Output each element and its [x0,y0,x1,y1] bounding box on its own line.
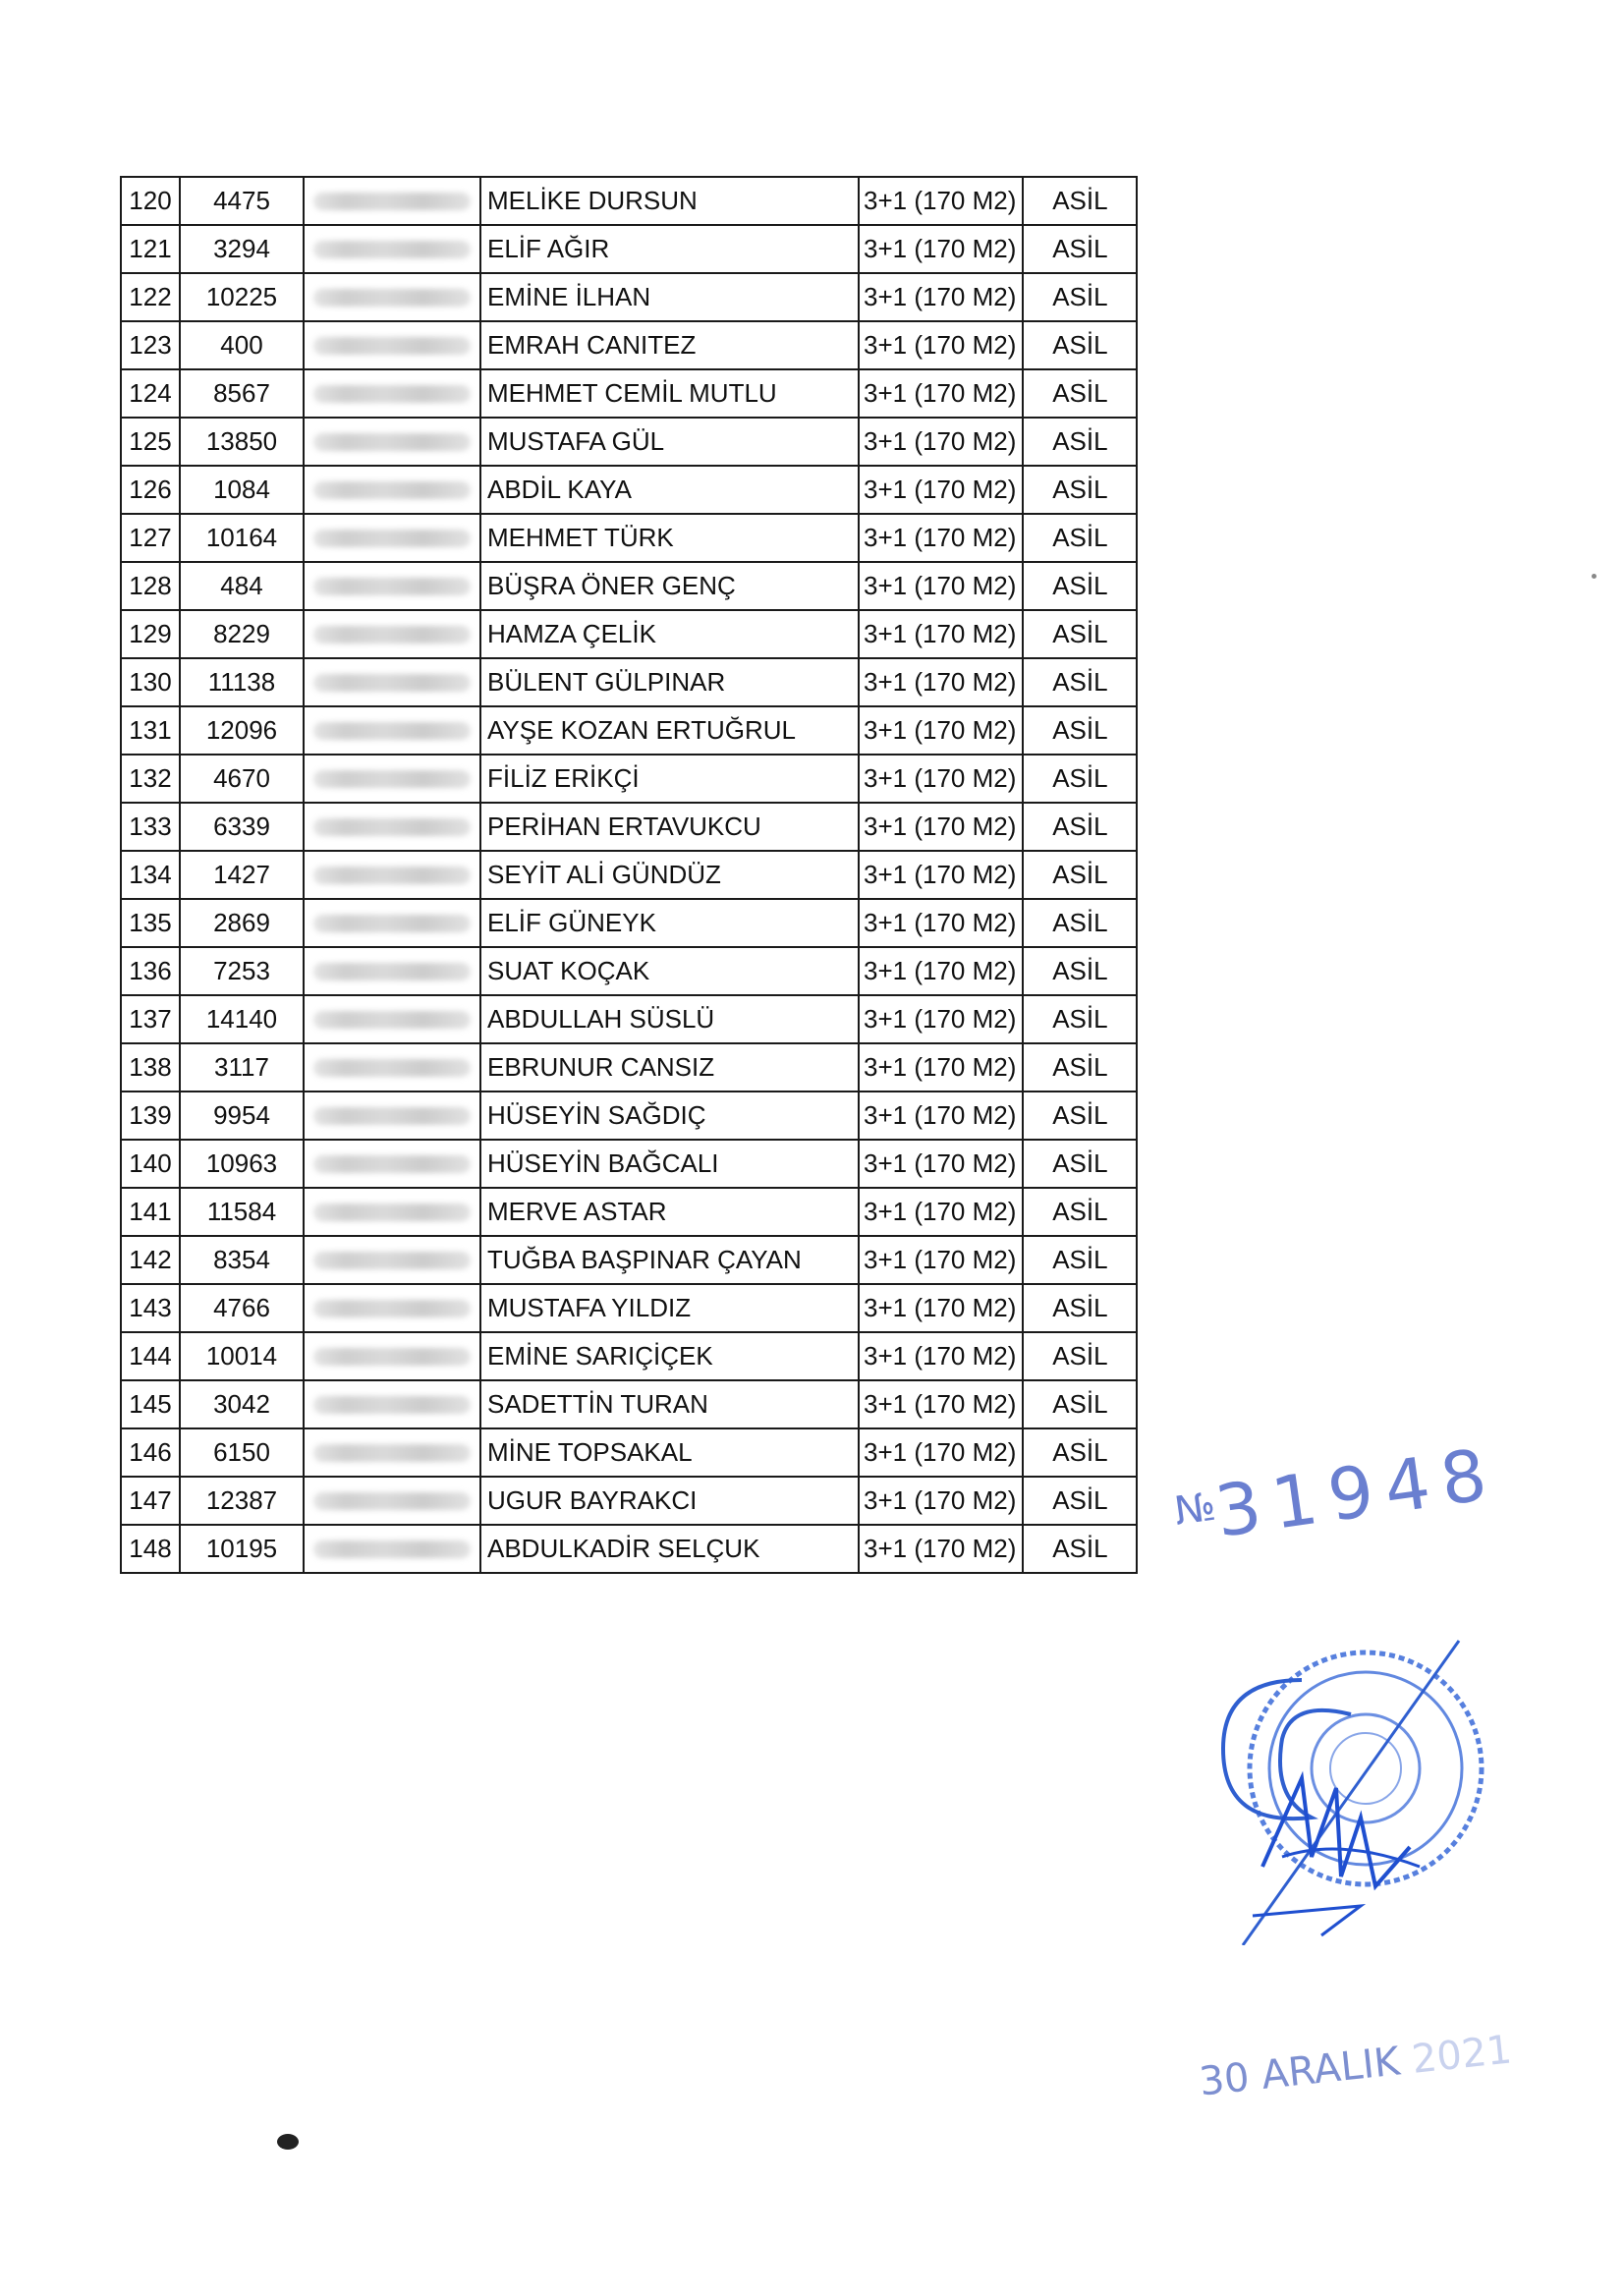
date-year: 2021 [1409,2027,1514,2083]
applicant-name: MEHMET CEMİL MUTLU [480,369,859,418]
row-number: 131 [121,706,180,755]
table-row [121,706,1137,755]
redacted-id-number [304,610,480,658]
status: ASİL [1023,1188,1137,1236]
unit-type: 3+1 (170 M2) [859,899,1023,947]
redacted-id-number [304,514,480,562]
status: ASİL [1023,1428,1137,1477]
redacted-id-number [304,803,480,851]
status: ASİL [1023,1092,1137,1140]
applicant-name: HÜSEYİN SAĞDIÇ [480,1092,859,1140]
unit-type: 3+1 (170 M2) [859,995,1023,1043]
blurred-id [313,1300,471,1317]
applicant-name: SADETTİN TURAN [480,1380,859,1428]
applicant-name: MİNE TOPSAKAL [480,1428,859,1477]
table-body [121,177,1137,1573]
status: ASİL [1023,947,1137,995]
table-row [121,514,1137,562]
row-number: 121 [121,225,180,273]
applicant-name: HAMZA ÇELİK [480,610,859,658]
unit-type: 3+1 (170 M2) [859,851,1023,899]
table-row [121,755,1137,803]
row-number: 145 [121,1380,180,1428]
row-number: 127 [121,514,180,562]
application-number: 12387 [180,1477,304,1525]
application-number: 1084 [180,466,304,514]
application-number: 4670 [180,755,304,803]
redacted-id-number [304,755,480,803]
redacted-id-number [304,1332,480,1380]
ink-speck [277,2134,299,2150]
status: ASİL [1023,1525,1137,1573]
table-row [121,321,1137,369]
blurred-id [313,289,471,307]
registry-number: 31948 [1209,1431,1503,1553]
status: ASİL [1023,1332,1137,1380]
row-number: 142 [121,1236,180,1284]
blurred-id [313,674,471,692]
table-row [121,1043,1137,1092]
unit-type: 3+1 (170 M2) [859,1140,1023,1188]
status: ASİL [1023,851,1137,899]
table-row [121,995,1137,1043]
row-number: 126 [121,466,180,514]
blurred-id [313,578,471,595]
row-number: 133 [121,803,180,851]
unit-type: 3+1 (170 M2) [859,369,1023,418]
status: ASİL [1023,369,1137,418]
blurred-id [313,1540,471,1558]
blurred-id [313,1444,471,1462]
applicant-name: MUSTAFA YILDIZ [480,1284,859,1332]
redacted-id-number [304,1140,480,1188]
status: ASİL [1023,273,1137,321]
unit-type: 3+1 (170 M2) [859,1525,1023,1573]
official-seal-with-signature [1164,1621,1498,1945]
applicant-name: HÜSEYİN BAĞCALI [480,1140,859,1188]
blurred-id [313,1252,471,1269]
applicant-name: BÜŞRA ÖNER GENÇ [480,562,859,610]
ink-speck [1592,574,1596,579]
row-number: 144 [121,1332,180,1380]
unit-type: 3+1 (170 M2) [859,706,1023,755]
application-number: 12096 [180,706,304,755]
application-number: 10963 [180,1140,304,1188]
unit-type: 3+1 (170 M2) [859,273,1023,321]
unit-type: 3+1 (170 M2) [859,947,1023,995]
table-row [121,1284,1137,1332]
row-number: 148 [121,1525,180,1573]
row-number: 136 [121,947,180,995]
table-row [121,1092,1137,1140]
redacted-id-number [304,1380,480,1428]
applicant-name: TUĞBA BAŞPINAR ÇAYAN [480,1236,859,1284]
application-number: 7253 [180,947,304,995]
table-row [121,1188,1137,1236]
date-stamp [1197,2027,1513,2104]
blurred-id [313,385,471,403]
redacted-id-number [304,562,480,610]
blurred-id [313,1155,471,1173]
redacted-id-number [304,273,480,321]
registry-number-stamp [1170,1431,1503,1558]
table-row [121,418,1137,466]
applicant-name: SEYİT ALİ GÜNDÜZ [480,851,859,899]
applicant-name: PERİHAN ERTAVUKCU [480,803,859,851]
table-row [121,947,1137,995]
table-row [121,1477,1137,1525]
row-number: 139 [121,1092,180,1140]
unit-type: 3+1 (170 M2) [859,466,1023,514]
redacted-id-number [304,321,480,369]
application-number: 1427 [180,851,304,899]
unit-type: 3+1 (170 M2) [859,514,1023,562]
status: ASİL [1023,1477,1137,1525]
application-number: 3294 [180,225,304,273]
unit-type: 3+1 (170 M2) [859,1380,1023,1428]
table-row [121,1236,1137,1284]
application-number: 3117 [180,1043,304,1092]
application-number: 4766 [180,1284,304,1332]
row-number: 138 [121,1043,180,1092]
table-row [121,466,1137,514]
applicant-name: ABDİL KAYA [480,466,859,514]
blurred-id [313,241,471,258]
application-number: 13850 [180,418,304,466]
application-number: 10195 [180,1525,304,1573]
application-number: 14140 [180,995,304,1043]
row-number: 122 [121,273,180,321]
unit-type: 3+1 (170 M2) [859,658,1023,706]
blurred-id [313,530,471,547]
redacted-id-number [304,1188,480,1236]
applicant-name: UGUR BAYRAKCI [480,1477,859,1525]
unit-type: 3+1 (170 M2) [859,321,1023,369]
applicant-name: FİLİZ ERİKÇİ [480,755,859,803]
unit-type: 3+1 (170 M2) [859,177,1023,225]
blurred-id [313,1011,471,1029]
row-number: 132 [121,755,180,803]
date-month: ARALIK [1259,2039,1403,2099]
application-number: 8354 [180,1236,304,1284]
redacted-id-number [304,466,480,514]
row-number: 125 [121,418,180,466]
table-row [121,562,1137,610]
row-number: 140 [121,1140,180,1188]
redacted-id-number [304,1043,480,1092]
status: ASİL [1023,466,1137,514]
blurred-id [313,337,471,355]
table-row [121,273,1137,321]
application-number: 9954 [180,1092,304,1140]
applicant-name: ELİF AĞIR [480,225,859,273]
blurred-id [313,1348,471,1366]
blurred-id [313,963,471,980]
table-row [121,1332,1137,1380]
redacted-id-number [304,995,480,1043]
application-number: 8229 [180,610,304,658]
application-number: 11584 [180,1188,304,1236]
row-number: 143 [121,1284,180,1332]
applicant-name: AYŞE KOZAN ERTUĞRUL [480,706,859,755]
status: ASİL [1023,1284,1137,1332]
status: ASİL [1023,1380,1137,1428]
row-number: 130 [121,658,180,706]
application-number: 3042 [180,1380,304,1428]
status: ASİL [1023,803,1137,851]
redacted-id-number [304,706,480,755]
row-number: 146 [121,1428,180,1477]
application-number: 6150 [180,1428,304,1477]
table-row [121,369,1137,418]
applicant-name: SUAT KOÇAK [480,947,859,995]
status: ASİL [1023,1140,1137,1188]
blurred-id [313,818,471,836]
unit-type: 3+1 (170 M2) [859,1092,1023,1140]
unit-type: 3+1 (170 M2) [859,1477,1023,1525]
number-sign: № [1171,1483,1219,1535]
table-row [121,851,1137,899]
blurred-id [313,1492,471,1510]
blurred-id [313,770,471,788]
blurred-id [313,481,471,499]
unit-type: 3+1 (170 M2) [859,1332,1023,1380]
unit-type: 3+1 (170 M2) [859,755,1023,803]
redacted-id-number [304,1428,480,1477]
table-row [121,610,1137,658]
row-number: 120 [121,177,180,225]
table-row [121,1525,1137,1573]
applicant-name: EBRUNUR CANSIZ [480,1043,859,1092]
blurred-id [313,915,471,932]
unit-type: 3+1 (170 M2) [859,1236,1023,1284]
status: ASİL [1023,177,1137,225]
application-number: 8567 [180,369,304,418]
application-number: 4475 [180,177,304,225]
application-number: 10225 [180,273,304,321]
row-number: 137 [121,995,180,1043]
unit-type: 3+1 (170 M2) [859,1284,1023,1332]
status: ASİL [1023,225,1137,273]
applicant-name: EMRAH CANITEZ [480,321,859,369]
table-row [121,899,1137,947]
blurred-id [313,626,471,644]
unit-type: 3+1 (170 M2) [859,610,1023,658]
row-number: 141 [121,1188,180,1236]
unit-type: 3+1 (170 M2) [859,418,1023,466]
table-row [121,1140,1137,1188]
application-number: 484 [180,562,304,610]
application-number: 6339 [180,803,304,851]
status: ASİL [1023,562,1137,610]
unit-type: 3+1 (170 M2) [859,562,1023,610]
applicant-name: ELİF GÜNEYK [480,899,859,947]
blurred-id [313,1396,471,1414]
redacted-id-number [304,225,480,273]
status: ASİL [1023,706,1137,755]
applicant-name: ABDULKADİR SELÇUK [480,1525,859,1573]
redacted-id-number [304,1477,480,1525]
status: ASİL [1023,321,1137,369]
table-row [121,1380,1137,1428]
redacted-id-number [304,1284,480,1332]
redacted-id-number [304,899,480,947]
application-number: 10164 [180,514,304,562]
row-number: 129 [121,610,180,658]
status: ASİL [1023,1236,1137,1284]
applicant-name: ABDULLAH SÜSLÜ [480,995,859,1043]
applicant-name: MEHMET TÜRK [480,514,859,562]
applicant-name: BÜLENT GÜLPINAR [480,658,859,706]
date-day: 30 [1197,2054,1252,2105]
applicant-name: EMİNE İLHAN [480,273,859,321]
redacted-id-number [304,1236,480,1284]
status: ASİL [1023,418,1137,466]
redacted-id-number [304,177,480,225]
table-row [121,177,1137,225]
redacted-id-number [304,369,480,418]
table-row [121,1428,1137,1477]
status: ASİL [1023,610,1137,658]
status: ASİL [1023,514,1137,562]
row-number: 147 [121,1477,180,1525]
status: ASİL [1023,995,1137,1043]
unit-type: 3+1 (170 M2) [859,1043,1023,1092]
row-number: 124 [121,369,180,418]
blurred-id [313,1059,471,1077]
unit-type: 3+1 (170 M2) [859,1188,1023,1236]
application-number: 400 [180,321,304,369]
application-number: 10014 [180,1332,304,1380]
blurred-id [313,867,471,884]
status: ASİL [1023,1043,1137,1092]
unit-type: 3+1 (170 M2) [859,803,1023,851]
unit-type: 3+1 (170 M2) [859,1428,1023,1477]
table-row [121,803,1137,851]
unit-type: 3+1 (170 M2) [859,225,1023,273]
applicant-name: MUSTAFA GÜL [480,418,859,466]
applicant-name: MERVE ASTAR [480,1188,859,1236]
redacted-id-number [304,418,480,466]
status: ASİL [1023,658,1137,706]
application-number: 2869 [180,899,304,947]
table-row [121,658,1137,706]
redacted-id-number [304,1525,480,1573]
row-number: 128 [121,562,180,610]
row-number: 123 [121,321,180,369]
blurred-id [313,193,471,210]
redacted-id-number [304,1092,480,1140]
applicant-name: EMİNE SARIÇİÇEK [480,1332,859,1380]
redacted-id-number [304,851,480,899]
redacted-id-number [304,658,480,706]
table-row [121,225,1137,273]
row-number: 134 [121,851,180,899]
status: ASİL [1023,755,1137,803]
blurred-id [313,722,471,740]
blurred-id [313,1203,471,1221]
blurred-id [313,433,471,451]
applicant-name: MELİKE DURSUN [480,177,859,225]
status: ASİL [1023,899,1137,947]
application-number: 11138 [180,658,304,706]
allocation-table [120,176,1138,1574]
blurred-id [313,1107,471,1125]
redacted-id-number [304,947,480,995]
row-number: 135 [121,899,180,947]
